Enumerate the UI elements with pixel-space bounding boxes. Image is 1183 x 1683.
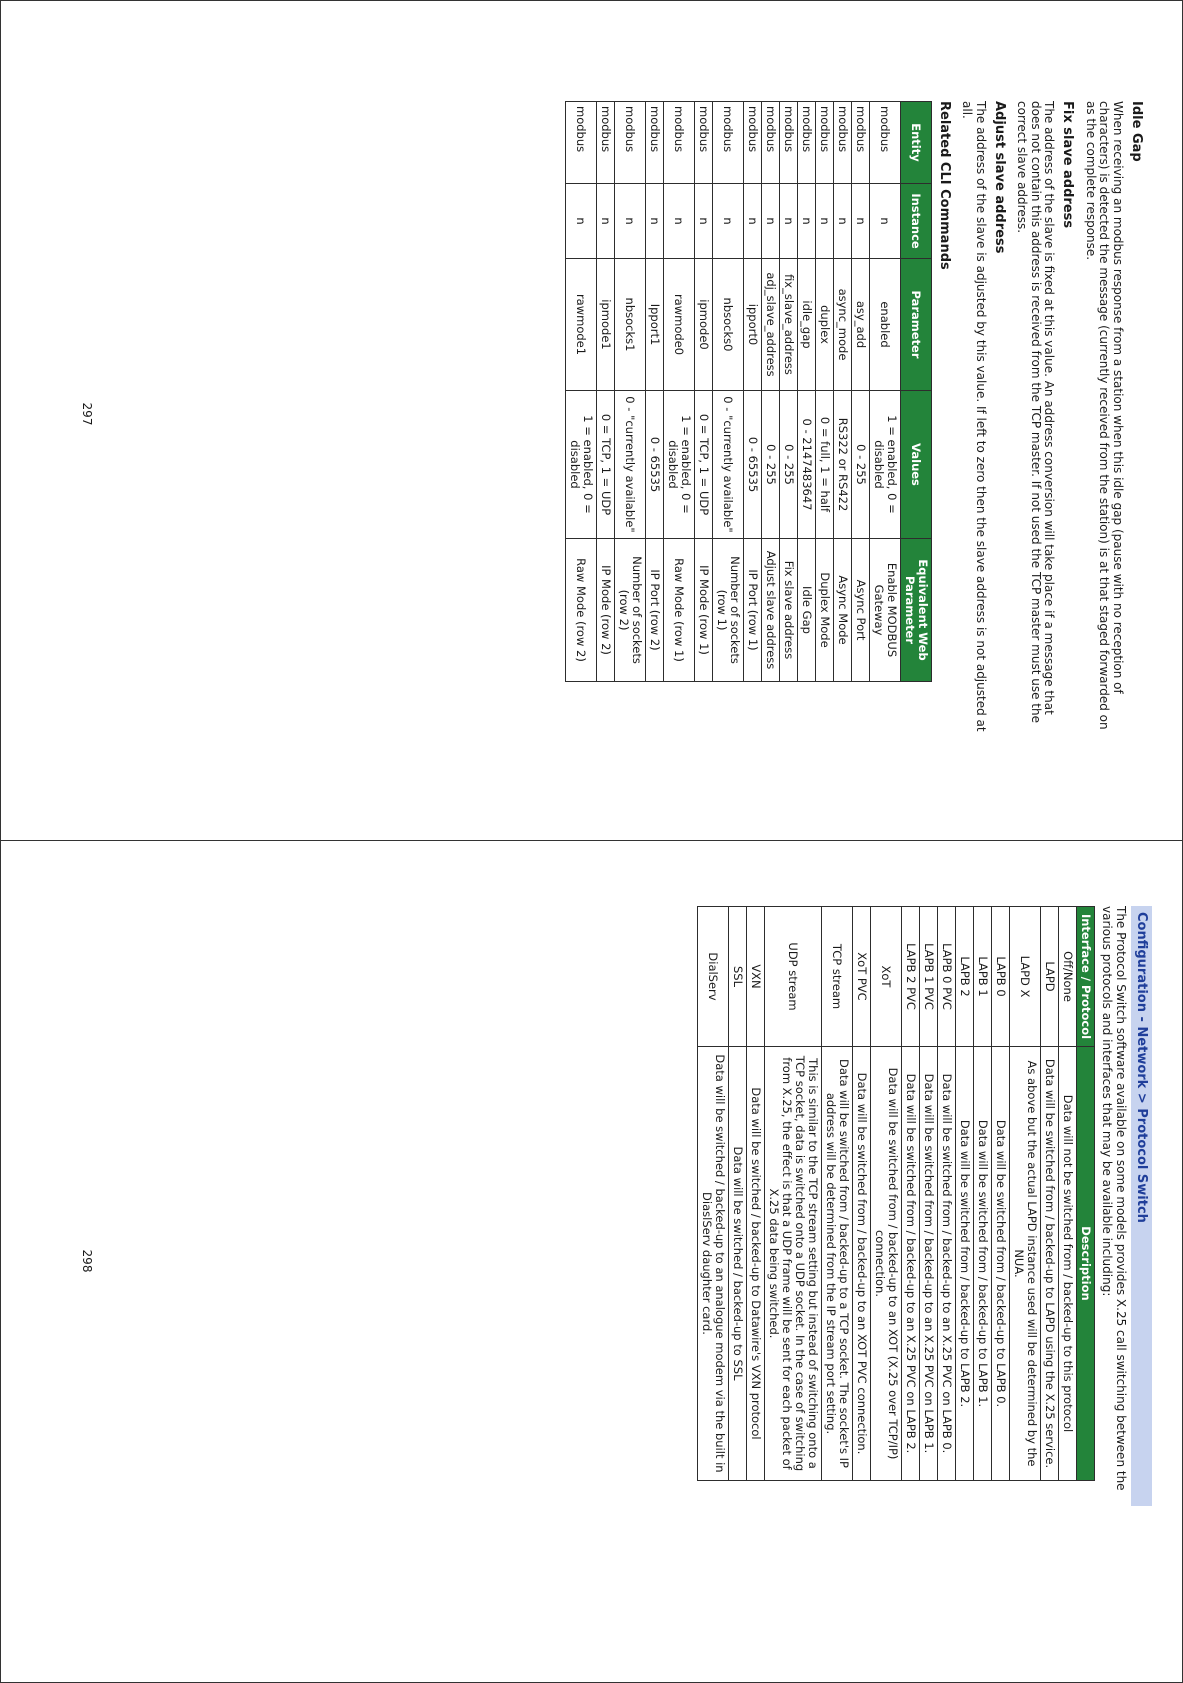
- page-number: 297: [80, 402, 94, 426]
- table-row: [822, 907, 853, 1481]
- table-row: [713, 102, 744, 682]
- cli-heading: Related CLI Commands: [937, 101, 952, 270]
- intro-paragraph: The Protocol Switch software available on some models provides X.25 call switching between the various protocols and interfaces that may be available including:: [1100, 906, 1128, 1491]
- entity-cell: modbus: [664, 102, 695, 184]
- web-parameter-cell: Duplex Mode: [816, 539, 834, 682]
- description-cell: Data will be switched / backed-up to an analogue modem via the built in DiaslServ daughter card.: [698, 1047, 729, 1481]
- web-parameter-cell: Number of sockets (row 2): [615, 539, 646, 682]
- interface-cell: XoT: [871, 907, 902, 1047]
- web-parameter-cell: IP Mode (row 2): [597, 539, 615, 682]
- web-parameter-cell: IP Port (row 1): [744, 539, 762, 682]
- interface-cell: UDP stream: [765, 907, 822, 1047]
- section-heading: Fix slave address: [1060, 101, 1076, 229]
- table-row: [992, 907, 1010, 1481]
- values-cell: 0 - 255: [852, 391, 870, 539]
- section-text: When receiving an modbus response from a station when this idle gap (pause with no reception of characters) is detected the message (currently received from the station) is at that staged forwarded on as the complete response.: [1084, 101, 1125, 730]
- description-cell: This is similar to the TCP stream setting but instead of switching onto a TCP socket, data is switched onto a UDP socket. In the case of switching from X.25, the effect is that a UDP frame will be sent for each packet of X.25 data being switched.: [765, 1047, 822, 1481]
- instance-cell: n: [646, 184, 664, 259]
- table-row: [566, 102, 597, 682]
- parameter-cell: ipmode1: [597, 259, 615, 391]
- description-cell: Data will be switched from / backed-up to an X.25 PVC on LAPB 2.: [902, 1047, 920, 1481]
- parameter-cell: fix_slave_address: [780, 259, 798, 391]
- web-parameter-cell: Number of sockets (row 1): [713, 539, 744, 682]
- interface-cell: LAPB 1: [974, 907, 992, 1047]
- table-row: [1010, 907, 1041, 1481]
- description-cell: Data will be switched / backed-up to SSL: [729, 1047, 747, 1481]
- description-cell: Data will be switched from / backed-up to LAPB 2.: [956, 1047, 974, 1481]
- table-row: [615, 102, 646, 682]
- values-cell: 0 - 65535: [744, 391, 762, 539]
- description-cell: Data will be switched from / backed-up to an XOT (X.25 over TCP/IP) connection.: [871, 1047, 902, 1481]
- web-parameter-cell: IP Mode (row 1): [695, 539, 713, 682]
- table-header-row: [1077, 907, 1095, 1481]
- parameter-cell: async_mode: [834, 259, 852, 391]
- interface-cell: LAPB 0: [992, 907, 1010, 1047]
- page-number: 298: [80, 1249, 94, 1273]
- entity-cell: modbus: [597, 102, 615, 184]
- web-parameter-cell: Async Mode: [834, 539, 852, 682]
- description-cell: Data will be switched / backed-up to Datawire's VXN protocol: [747, 1047, 765, 1481]
- values-cell: 1 = enabled, 0 = disabled: [664, 391, 695, 539]
- table-row: [762, 102, 780, 682]
- table-row: [646, 102, 664, 682]
- page-content: [697, 906, 1152, 1506]
- values-cell: 1 = enabled, 0 = disabled: [870, 391, 901, 539]
- table-row: [902, 907, 920, 1481]
- description-cell: As above but the actual LAPD instance used will be determined by the NUA.: [1010, 1047, 1041, 1481]
- entity-cell: modbus: [834, 102, 852, 184]
- web-parameter-cell: Fix slave address: [780, 539, 798, 682]
- web-parameter-cell: Async Port: [852, 539, 870, 682]
- table-row: [956, 907, 974, 1481]
- table-row: [780, 102, 798, 682]
- entity-cell: modbus: [870, 102, 901, 184]
- parameter-cell: nbsocks0: [713, 259, 744, 391]
- entity-cell: modbus: [762, 102, 780, 184]
- values-cell: 0 - 255: [762, 391, 780, 539]
- description-cell: Data will be switched from / backed-up to LAPD using the X.25 service.: [1041, 1047, 1059, 1481]
- values-cell: 0 - 65535: [646, 391, 664, 539]
- section-heading: Idle Gap: [1129, 101, 1144, 162]
- interface-cell: SSL: [729, 907, 747, 1047]
- entity-cell: modbus: [713, 102, 744, 184]
- table-row: [938, 907, 956, 1481]
- instance-cell: n: [870, 184, 901, 259]
- protocol-switch-table: [697, 906, 1095, 1481]
- table-row: [698, 907, 729, 1481]
- values-cell: 0 - 255: [780, 391, 798, 539]
- cli-commands-table: [565, 101, 932, 682]
- entity-cell: modbus: [566, 102, 597, 184]
- instance-cell: n: [695, 184, 713, 259]
- parameter-cell: ipmode0: [695, 259, 713, 391]
- parameter-cell: asy_add: [852, 259, 870, 391]
- instance-cell: n: [816, 184, 834, 259]
- column-header: Parameter: [901, 259, 932, 391]
- section-text: The address of the slave is fixed at this value. An address conversion will take place if a message that does not contain this address is received from the TCP master. If not used the TCP master must use the correct slave address.: [1015, 101, 1057, 723]
- instance-cell: n: [744, 184, 762, 259]
- interface-cell: Off/None: [1059, 907, 1077, 1047]
- column-header: Values: [901, 391, 932, 539]
- instance-cell: n: [780, 184, 798, 259]
- entity-cell: modbus: [695, 102, 713, 184]
- page-298: [0, 841, 1183, 1683]
- table-row: [834, 102, 852, 682]
- parameter-cell: enabled: [870, 259, 901, 391]
- interface-cell: LAPD X: [1010, 907, 1041, 1047]
- table-row: [744, 102, 762, 682]
- table-row: [729, 907, 747, 1481]
- interface-cell: DialServ: [698, 907, 729, 1047]
- table-row: [695, 102, 713, 682]
- description-cell: Data will be switched from / backed-up to an XOT PVC connection.: [853, 1047, 871, 1481]
- text-sections: [960, 101, 1144, 741]
- interface-cell: TCP stream: [822, 907, 853, 1047]
- column-header: Equivalent Web Parameter: [901, 539, 932, 682]
- description-cell: Data will not be switched from / backed-up to this protocol: [1059, 1047, 1077, 1481]
- table-row: [853, 907, 871, 1481]
- instance-cell: n: [566, 184, 597, 259]
- column-header: Interface / Protocol: [1077, 907, 1095, 1047]
- column-header: Description: [1077, 1047, 1095, 1481]
- description-cell: Data will be switched from / backed-up to an X.25 PVC on LAPB 1.: [920, 1047, 938, 1481]
- entity-cell: modbus: [816, 102, 834, 184]
- web-parameter-cell: Idle Gap: [798, 539, 816, 682]
- values-cell: 0 - "currently available": [615, 391, 646, 539]
- config-section-title: Configuration - Network > Protocol Switch: [1131, 906, 1152, 1506]
- values-cell: 0 = TCP, 1 = UDP: [597, 391, 615, 539]
- table-row: [1059, 907, 1077, 1481]
- parameter-cell: Ipport1: [646, 259, 664, 391]
- table-row: [871, 907, 902, 1481]
- parameter-cell: duplex: [816, 259, 834, 391]
- values-cell: RS322 or RS422: [834, 391, 852, 539]
- web-parameter-cell: Enable MODBUS Gateway: [870, 539, 901, 682]
- page-content: [565, 101, 1152, 741]
- values-cell: 0 - 2147483647: [798, 391, 816, 539]
- description-cell: Data will be switched from / backed-up to a TCP socket. The socket's IP address will be determined from the IP stream port setting.: [822, 1047, 853, 1481]
- values-cell: 1 = enabled, 0 = disabled: [566, 391, 597, 539]
- interface-cell: LAPB 2 PVC: [902, 907, 920, 1047]
- parameter-cell: adj_slave_address: [762, 259, 780, 391]
- page-297: [0, 0, 1183, 841]
- entity-cell: modbus: [780, 102, 798, 184]
- web-parameter-cell: Raw Mode (row 2): [566, 539, 597, 682]
- table-row: [974, 907, 992, 1481]
- table-row: [870, 102, 901, 682]
- section-heading: Adjust slave address: [992, 101, 1007, 254]
- table-row: [747, 907, 765, 1481]
- table-row: [798, 102, 816, 682]
- instance-cell: n: [615, 184, 646, 259]
- table-row: [920, 907, 938, 1481]
- table-row: [597, 102, 615, 682]
- description-cell: Data will be switched from / backed-up to an X.25 PVC on LAPB 0.: [938, 1047, 956, 1481]
- values-cell: 0 = full, 1 = half: [816, 391, 834, 539]
- instance-cell: n: [597, 184, 615, 259]
- table-row: [765, 907, 822, 1481]
- instance-cell: n: [713, 184, 744, 259]
- section-text: The address of the slave is adjusted by this value. If left to zero then the slave address is not adjusted at all.: [960, 101, 988, 732]
- interface-cell: LAPB 1 PVC: [920, 907, 938, 1047]
- table-row: [1041, 907, 1059, 1481]
- instance-cell: n: [664, 184, 695, 259]
- table-header-row: [901, 102, 932, 682]
- interface-cell: XoT PVC: [853, 907, 871, 1047]
- instance-cell: n: [852, 184, 870, 259]
- column-header: Entity: [901, 102, 932, 184]
- table-row: [852, 102, 870, 682]
- interface-cell: LAPB 2: [956, 907, 974, 1047]
- web-parameter-cell: Adjust slave address: [762, 539, 780, 682]
- entity-cell: modbus: [615, 102, 646, 184]
- parameter-cell: rawmode0: [664, 259, 695, 391]
- values-cell: 0 - "currently available": [713, 391, 744, 539]
- values-cell: 0 = TCP, 1 = UDP: [695, 391, 713, 539]
- parameter-cell: ipport0: [744, 259, 762, 391]
- web-parameter-cell: IP Port (row 2): [646, 539, 664, 682]
- column-header: Instance: [901, 184, 932, 259]
- parameter-cell: rawmode1: [566, 259, 597, 391]
- instance-cell: n: [798, 184, 816, 259]
- description-cell: Data will be switched from / backed-up to LAPB 1.: [974, 1047, 992, 1481]
- parameter-cell: nbsocks1: [615, 259, 646, 391]
- instance-cell: n: [834, 184, 852, 259]
- interface-cell: LAPB 0 PVC: [938, 907, 956, 1047]
- entity-cell: modbus: [798, 102, 816, 184]
- interface-cell: VXN: [747, 907, 765, 1047]
- entity-cell: modbus: [852, 102, 870, 184]
- instance-cell: n: [762, 184, 780, 259]
- entity-cell: modbus: [646, 102, 664, 184]
- interface-cell: LAPD: [1041, 907, 1059, 1047]
- web-parameter-cell: Raw Mode (row 1): [664, 539, 695, 682]
- description-cell: Data will be switched from / backed-up to LAPB 0.: [992, 1047, 1010, 1481]
- table-row: [816, 102, 834, 682]
- parameter-cell: idle_gap: [798, 259, 816, 391]
- table-row: [664, 102, 695, 682]
- entity-cell: modbus: [744, 102, 762, 184]
